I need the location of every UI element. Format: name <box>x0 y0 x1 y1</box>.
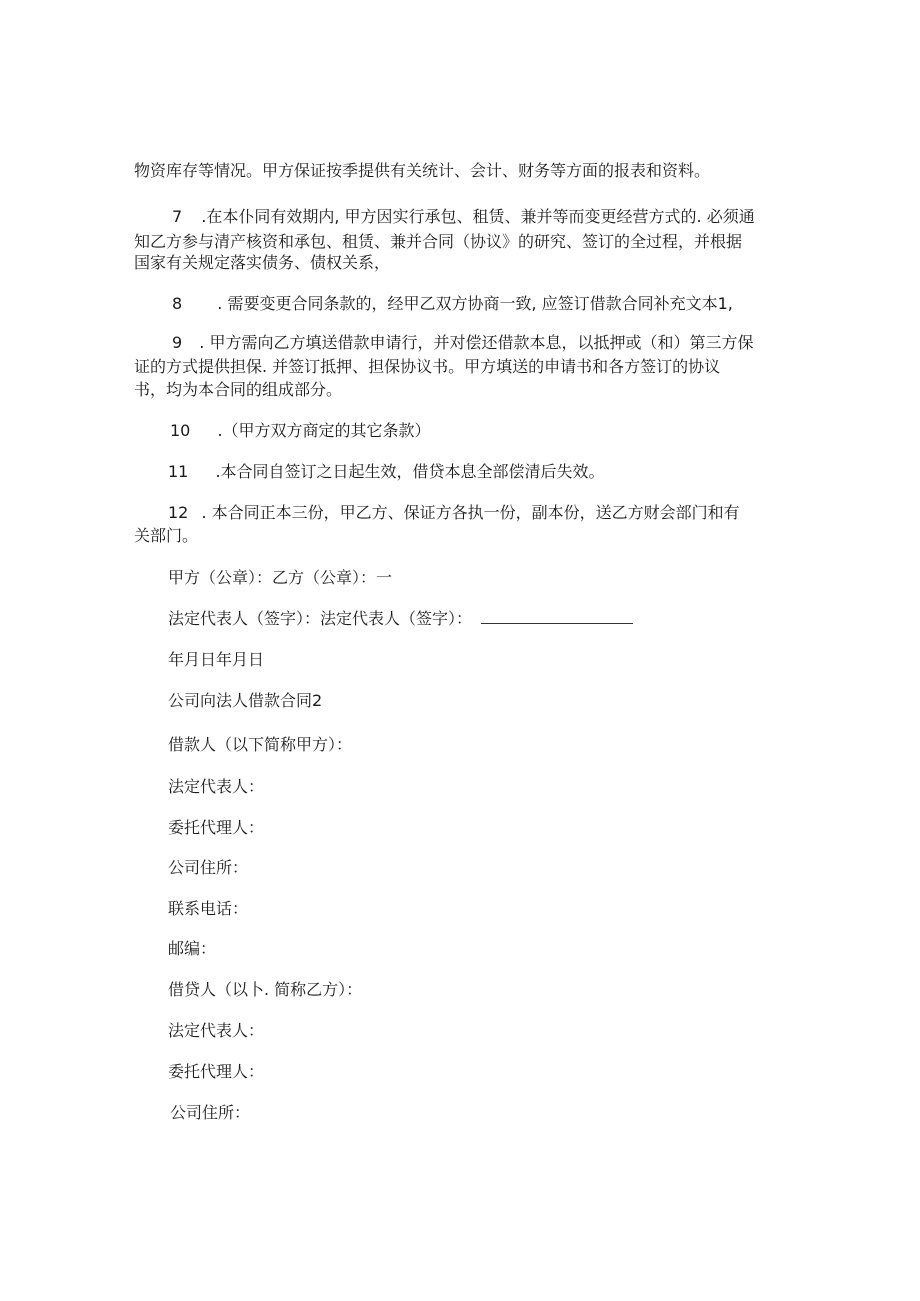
signature-seals: 甲方（公章）：乙方（公章）：一 <box>168 568 393 587</box>
lender-address: 公司住所： <box>170 1103 251 1122</box>
item-9-number: 9 <box>172 333 183 352</box>
item-12-number: 12 <box>168 503 189 522</box>
item-10-text: .（甲方双方商定的其它条款） <box>217 421 431 440</box>
item-11-number: 11 <box>168 462 189 481</box>
signature-representatives-text: 法定代表人（签字）：法定代表人（签字）： <box>168 609 473 628</box>
item-8 <box>172 294 733 314</box>
item-12-text-1: . 本合同正本三份，甲乙方、保证方各执一份，副本份，送乙方财会部门和有 <box>201 503 740 522</box>
signature-representatives <box>168 609 633 629</box>
item-7-line-1 <box>172 207 755 227</box>
borrower-phone: 联系电话： <box>168 899 249 918</box>
item-10-number: 10 <box>170 421 191 440</box>
borrower-address: 公司住所： <box>168 858 249 877</box>
item-9-text-1: . 甲方需向乙方填送借款申请行，并对偿还借款本息，以抵押或（和）第三方保 <box>199 333 754 352</box>
signature-dates: 年月日年月日 <box>168 650 265 669</box>
item-7-line-3: 国家有关规定落实债务、债权关系， <box>134 253 391 272</box>
item-10 <box>170 421 431 441</box>
borrower-postcode: 邮编： <box>168 939 217 958</box>
item-11-text: .本合同自签订之日起生效，借贷本息全部偿清后失效。 <box>215 462 605 481</box>
item-9-line-2: 证的方式提供担保. 并签订抵押、担保协议书。甲方填送的申请书和各方签订的协议 <box>134 357 721 376</box>
contract-2-title: 公司向法人借款合同2 <box>168 691 323 710</box>
lender-legal-rep: 法定代表人： <box>168 1021 265 1040</box>
item-11 <box>168 462 605 482</box>
borrower-label: 借款人（以下简称甲方）： <box>168 735 353 754</box>
item-9-line-1 <box>172 333 753 353</box>
item-7-text-1: .在本仆同有效期内, 甲方因实行承包、租赁、兼并等而变更经营方式的. 必须通 <box>201 207 755 226</box>
item-8-text: . 需要变更合同条款的，经甲乙双方协商一致, 应签订借款合同补充文本1, <box>217 294 733 313</box>
lender-agent: 委托代理人： <box>168 1062 265 1081</box>
item-7-number: 7 <box>172 207 183 226</box>
item-7-line-2: 知乙方参与清产核资和承包、租赁、兼并合同（协议》的研究、签订的全过程，并根据 <box>134 232 743 251</box>
item-12-line-1 <box>168 503 740 523</box>
item-12-line-2: 关部门。 <box>134 526 199 545</box>
borrower-agent: 委托代理人： <box>168 818 265 837</box>
signature-underline <box>481 609 633 624</box>
paragraph-6-tail: 物资库存等情况。甲方保证按季提供有关统计、会计、财务等方面的报表和资料。 <box>134 161 711 180</box>
item-9-line-3: 书，均为本合同的组成部分。 <box>134 380 343 399</box>
borrower-legal-rep: 法定代表人： <box>168 777 265 796</box>
item-8-number: 8 <box>172 294 183 313</box>
lender-label: 借贷人（以卜. 简称乙方）： <box>168 980 363 999</box>
